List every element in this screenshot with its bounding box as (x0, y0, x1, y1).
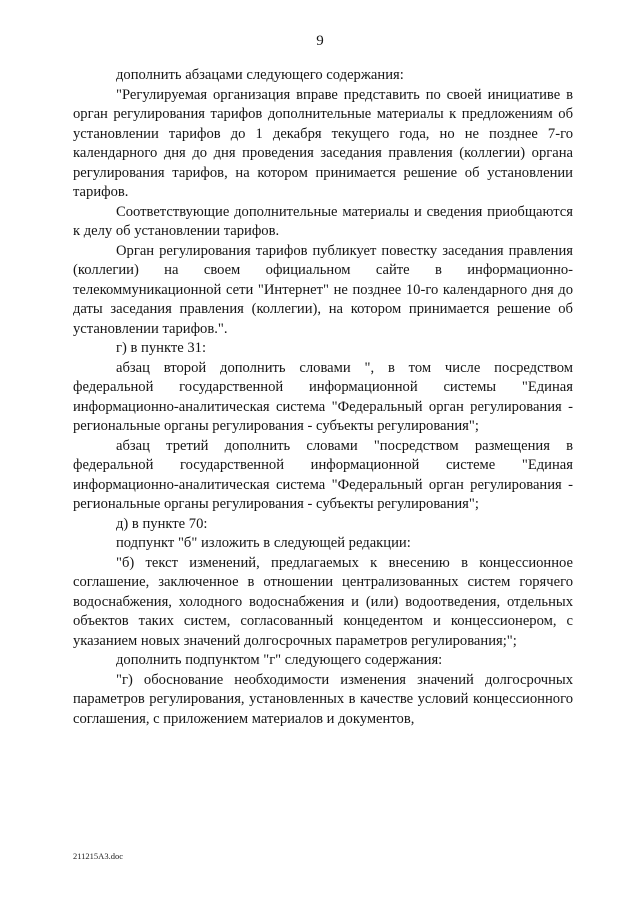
page-number: 9 (316, 33, 324, 49)
paragraph: д) в пункте 70: (116, 515, 208, 532)
footer-file-code: 211215A3.doc (73, 851, 123, 861)
paragraph: абзац третий дополнить словами "посредством размещения в федеральной государственной информационной системе "Единая информационно-аналитическая система "Федеральный орган регулирования - региональные органы регулирования - субъекты регулирования"; (73, 437, 573, 512)
document-body (73, 66, 573, 729)
paragraph: дополнить абзацами следующего содержания: (116, 67, 404, 83)
paragraph: подпункт "б" изложить в следующей редакции: (116, 535, 411, 551)
paragraph: "б) текст изменений, предлагаемых к внесению в концессионное соглашение, заключенное в отношении централизованных систем горячего водоснабжения, холодного водоснабжения и (или) водоотведения, отдельных объектов таких систем, согласованный концедентом и концессионером, с указанием новых значений долгосрочных параметров регулирования;"; (73, 554, 573, 649)
paragraph: г) в пункте 31: (116, 340, 206, 356)
paragraph: "г) обоснование необходимости изменения значений долгосрочных параметров регулирования, установленных в качестве условий концессионного соглашения, с приложением материалов и документов, (73, 671, 573, 727)
paragraph: Соответствующие дополнительные материалы и сведения приобщаются к делу об установлении тарифов. (73, 203, 573, 239)
paragraph: абзац второй дополнить словами ", в том числе посредством федеральной государственной информационной системы "Единая информационно-аналитическая система "Федеральный орган регулирования - региональные органы регулирования - субъекты регулирования"; (73, 359, 573, 434)
paragraph: Орган регулирования тарифов публикует повестку заседания правления (коллегии) на своем официальном сайте в информационно-телекоммуникационной сети "Интернет" не позднее 10-го календарного дня до даты заседания правления (коллегии), на котором принимается решение об установлении тарифов.". (73, 242, 573, 337)
paragraph: дополнить подпунктом "г" следующего содержания: (116, 652, 443, 668)
paragraph: "Регулируемая организация вправе представить по своей инициативе в орган регулирования тарифов дополнительные материалы к предложениям об установлении тарифов до 1 декабря текущего года, но не позднее 7-го календарного дня до дня проведения заседания правления (коллегии) органа регулирования тарифов, на котором принимается решение об установлении тарифов. (73, 86, 573, 200)
